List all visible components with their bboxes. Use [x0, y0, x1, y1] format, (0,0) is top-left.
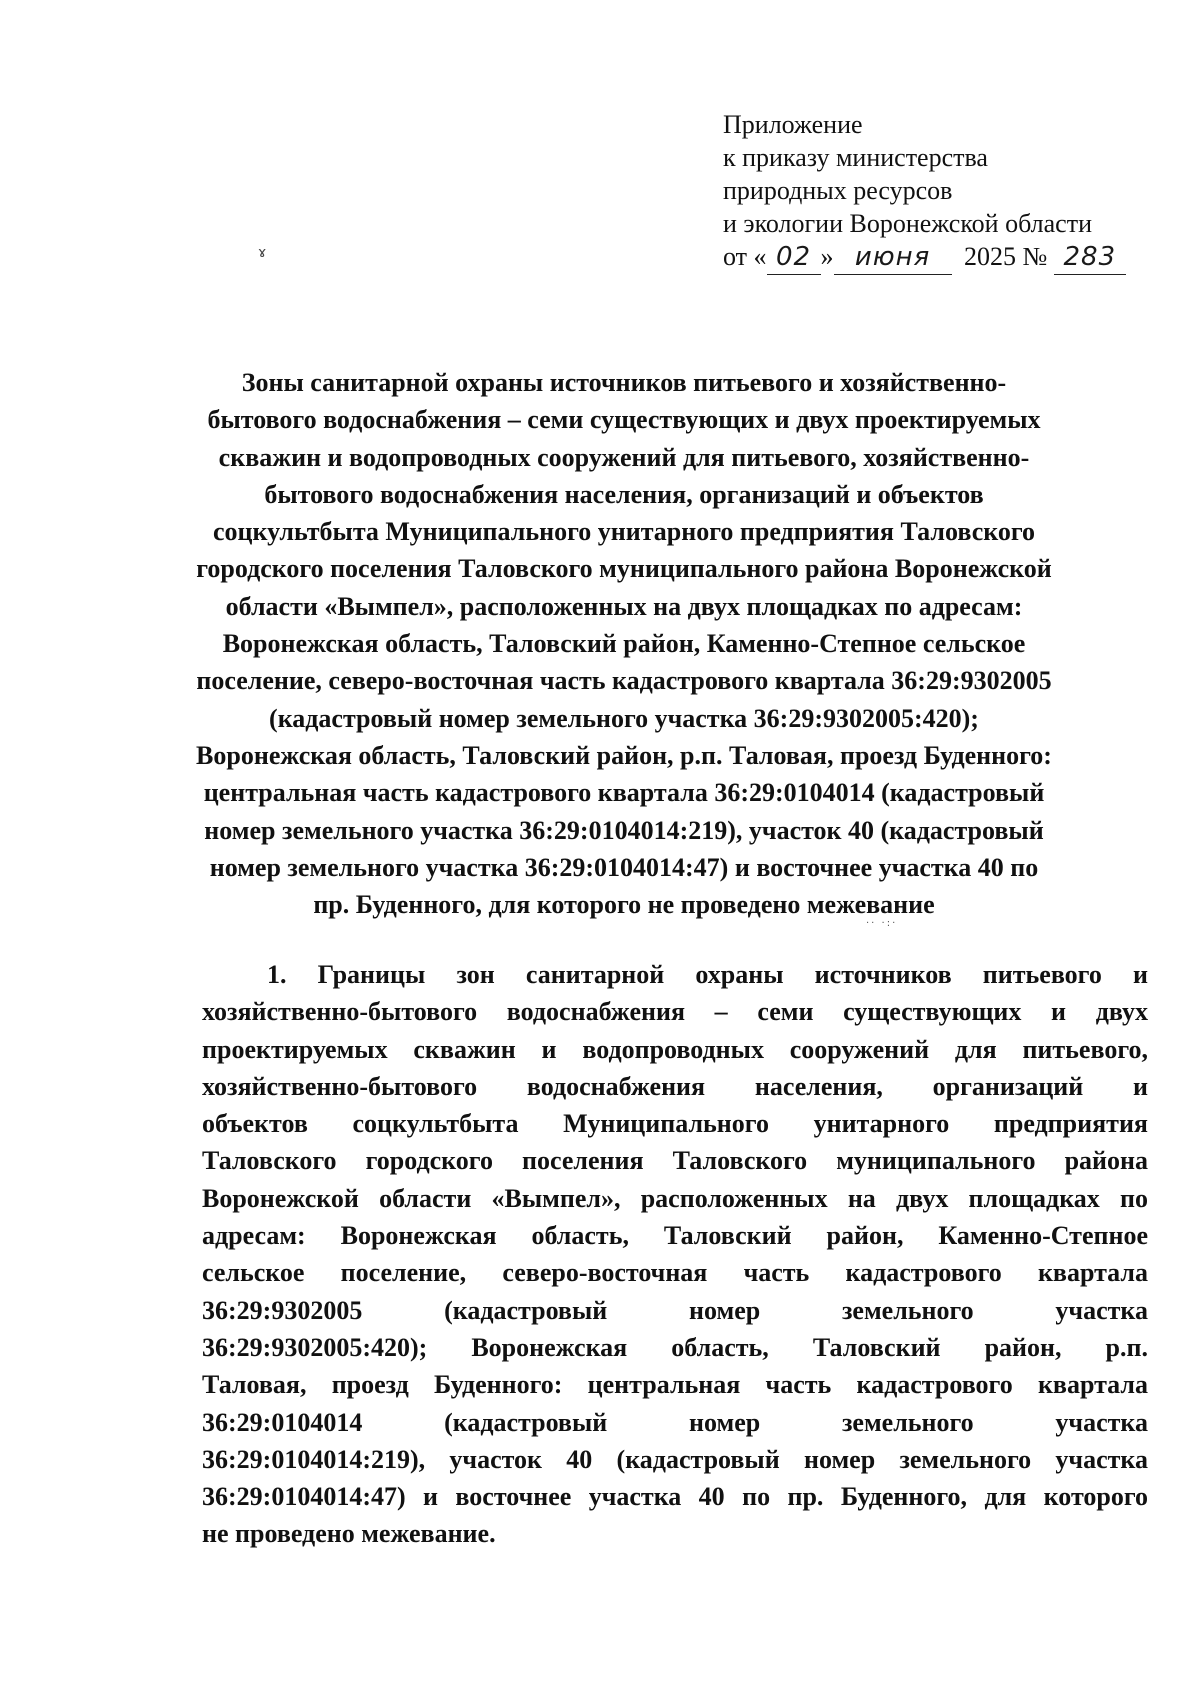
paragraph-line: проектируемых скважин и водопроводных сооружений для питьевого,: [202, 1034, 1148, 1064]
title-line: бытового водоснабжения населения, организаций и объектов: [264, 479, 984, 509]
title-line: Воронежская область, Таловский район, р.п. Таловая, проезд Буденного:: [196, 740, 1052, 770]
paragraph-line: 36:29:9302005:420); Воронежская область, Таловский район, р.п.: [202, 1332, 1148, 1362]
paragraph-line: 36:29:0104014:47) и восточнее участка 40 по пр. Буденного, для которого: [202, 1482, 1148, 1512]
paragraph-line: 36:29:0104014:219), участок 40 (кадастровый номер земельного участка: [202, 1444, 1148, 1474]
paragraph-line: хозяйственно-бытового водоснабжения – семи существующих и двух: [202, 997, 1148, 1027]
paragraph-line: 36:29:0104014 (кадастровый номер земельного участка: [202, 1407, 1148, 1437]
date-year: 2025 №: [964, 242, 1048, 271]
date-mid: »: [820, 242, 834, 271]
title-line: пр. Буденного, для которого не проведено межевание: [313, 890, 935, 920]
title-line: центральная часть кадастрового квартала 36:29:0104014 (кадастровый: [203, 778, 1045, 808]
handwritten-month: июня: [834, 241, 952, 275]
paragraph-line: 1. Границы зон санитарной охраны источников питьевого и: [267, 960, 1148, 989]
paragraph-line: адресам: Воронежская область, Таловский район, Каменно-Степное: [202, 1221, 1148, 1251]
title-line: городского поселения Таловского муниципального района Воронежской: [196, 554, 1052, 584]
appendix-date-line: [723, 240, 1163, 275]
title-line: Воронежская область, Таловский район, Каменно-Степное сельское: [222, 629, 1026, 659]
date-prefix: от «: [723, 242, 767, 271]
appendix-ministry-line: природных ресурсов: [723, 176, 953, 205]
document-title: [180, 364, 1068, 923]
appendix-order-ref: к приказу министерства: [723, 143, 988, 172]
appendix-region-line: и экологии Воронежской области: [723, 209, 1092, 238]
paragraph-line: объектов соцкультбыта Муниципального унитарного предприятия: [202, 1109, 1148, 1139]
title-line: поселение, северо-восточная часть кадастрового квартала 36:29:9302005: [196, 666, 1052, 696]
paragraph-line: сельское поселение, северо-восточная часть кадастрового квартала: [202, 1258, 1148, 1288]
title-line: соцкультбыта Муниципального унитарного предприятия Таловского: [212, 517, 1036, 547]
paragraph-line: Таловского городского поселения Таловского муниципального района: [202, 1146, 1148, 1176]
title-line: номер земельного участка 36:29:0104014:219), участок 40 (кадастровый: [204, 815, 1044, 845]
paragraph-line: Таловая, проезд Буденного: центральная часть кадастрового квартала: [202, 1370, 1148, 1400]
paragraph-line: не проведено межевание.: [202, 1519, 496, 1549]
title-line: (кадастровый номер земельного участка 36:29:9302005:420);: [269, 703, 979, 733]
title-line: области «Вымпел», расположенных на двух площадках по адресам:: [225, 591, 1023, 621]
paragraph-line: Воронежской области «Вымпел», расположенных на двух площадках по: [202, 1183, 1148, 1213]
title-line: номер земельного участка 36:29:0104014:47) и восточнее участка 40 по: [209, 852, 1039, 882]
scan-mark: ɤ: [258, 245, 267, 261]
title-line: бытового водоснабжения – семи существующих и двух проектируемых: [207, 405, 1041, 435]
paragraph-line: 36:29:9302005 (кадастровый номер земельного участка: [202, 1295, 1148, 1325]
title-line: скважин и водопроводных сооружений для питьевого, хозяйственно-: [218, 442, 1030, 472]
title-line: Зоны санитарной охраны источников питьевого и хозяйственно-: [241, 368, 1007, 397]
paragraph-1: [202, 956, 1148, 1553]
paragraph-line: хозяйственно-бытового водоснабжения населения, организаций и: [202, 1071, 1148, 1101]
scan-mark-2: ·· ·:·: [866, 918, 898, 929]
appendix-header: [723, 108, 1163, 275]
handwritten-day: 02: [767, 241, 821, 275]
handwritten-order-number: 283: [1054, 241, 1126, 275]
appendix-title: Приложение: [723, 110, 863, 139]
